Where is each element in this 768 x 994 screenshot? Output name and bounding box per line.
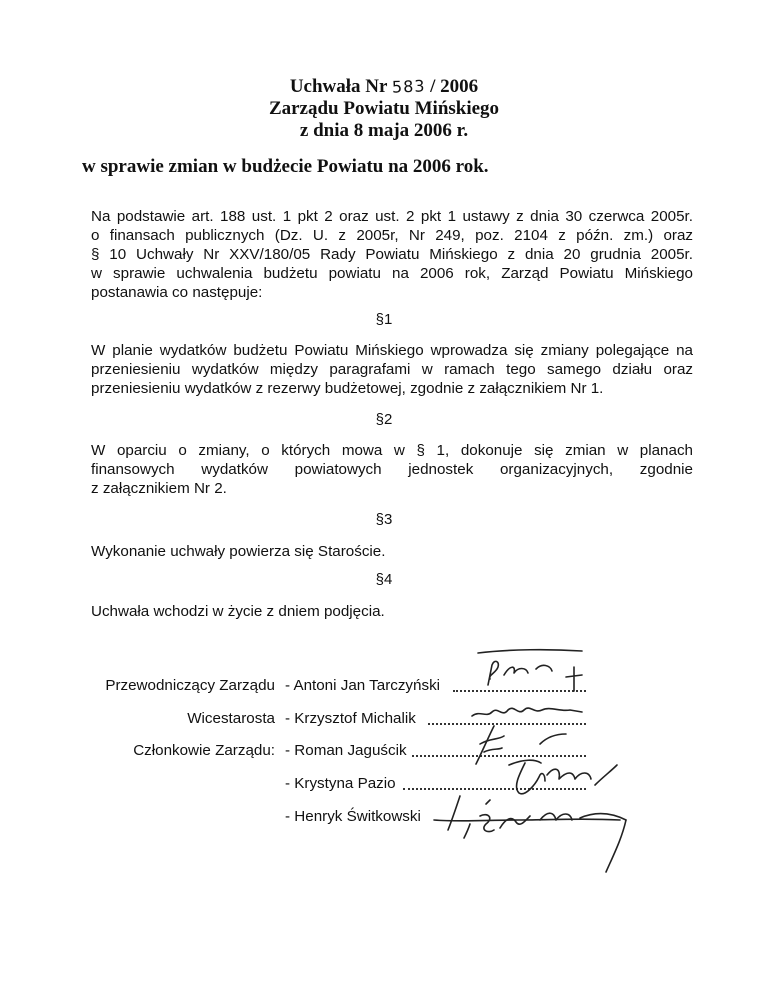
handwritten-resolution-number: 583 [391,76,426,97]
resolution-title [0,76,768,98]
section-line: z załącznikiem Nr 2. [91,480,227,497]
resolution-subject: w sprawie zmian w budżecie Powiatu na 2006 rok. [82,156,489,177]
section-line: W oparciu o zmiany, o których mowa w § 1, dokonuje się zmian w planach [91,442,693,459]
section-line: przeniesieniu wydatków z rezerwy budżetowej, zgodnie z załącznikiem Nr 1. [91,380,604,397]
signatory-name: - Krystyna Pazio [285,775,396,792]
section-heading-4: §4 [375,571,393,588]
signatory-role: Przewodniczący Zarządu [105,677,275,694]
section-line: W planie wydatków budżetu Powiatu Mińskiego wprowadza się zmiany polegające na [91,342,693,359]
preamble-line: postanawia co następuje: [91,284,263,301]
signatory-name: - Antoni Jan Tarczyński [285,677,441,694]
section-heading-3: §3 [375,511,393,528]
signatory-role: Członkowie Zarządu: [133,742,275,759]
section-2-paragraph [91,441,693,498]
signatory-name: - Henryk Świtkowski [285,808,421,825]
handwritten-signature-switkowski [430,790,640,875]
section-3-paragraph [91,542,693,561]
section-line: Wykonanie uchwały powierza się Staroście. [91,543,386,560]
title-prefix: Uchwała Nr [289,76,388,97]
preamble-line: § 10 Uchwały Nr XXV/180/05 Rady Powiatu Mińskiego z dnia 20 grudnia 2005r. [91,246,693,263]
board-name: Zarządu Powiatu Mińskiego [268,98,500,119]
preamble-paragraph [91,207,693,302]
section-line: finansowych wydatków powiatowych jednostek organizacyjnych, zgodnie [91,461,693,478]
preamble-line: o finansach publicznych (Dz. U. z 2005r, Nr 249, poz. 2104 z późn. zm.) oraz [91,227,693,244]
section-heading-2: §2 [375,411,393,428]
preamble-line: Na podstawie art. 188 ust. 1 pkt 2 oraz ust. 2 pkt 1 ustawy z dnia 30 czerwca 2005r. [91,208,693,225]
section-1-paragraph [91,341,693,398]
signatory-name: - Krzysztof Michalik [285,710,416,727]
section-line: przeniesieniu wydatków między paragrafami w ramach tego samego działu oraz [91,361,693,378]
preamble-line: w sprawie uchwalenia budżetu powiatu na 2006 rok, Zarząd Powiatu Mińskiego [91,265,693,282]
signatory-name: - Roman Jaguścik [285,742,407,759]
section-4-paragraph [91,602,693,621]
section-line: Uchwała wchodzi w życie z dniem podjęcia. [91,603,385,620]
resolution-date: z dnia 8 maja 2006 r. [299,120,469,141]
title-suffix: / 2006 [430,76,479,97]
section-heading-1: §1 [375,311,393,328]
signatory-role: Wicestarosta [187,710,275,727]
handwritten-signature-tarczynski [470,645,590,695]
